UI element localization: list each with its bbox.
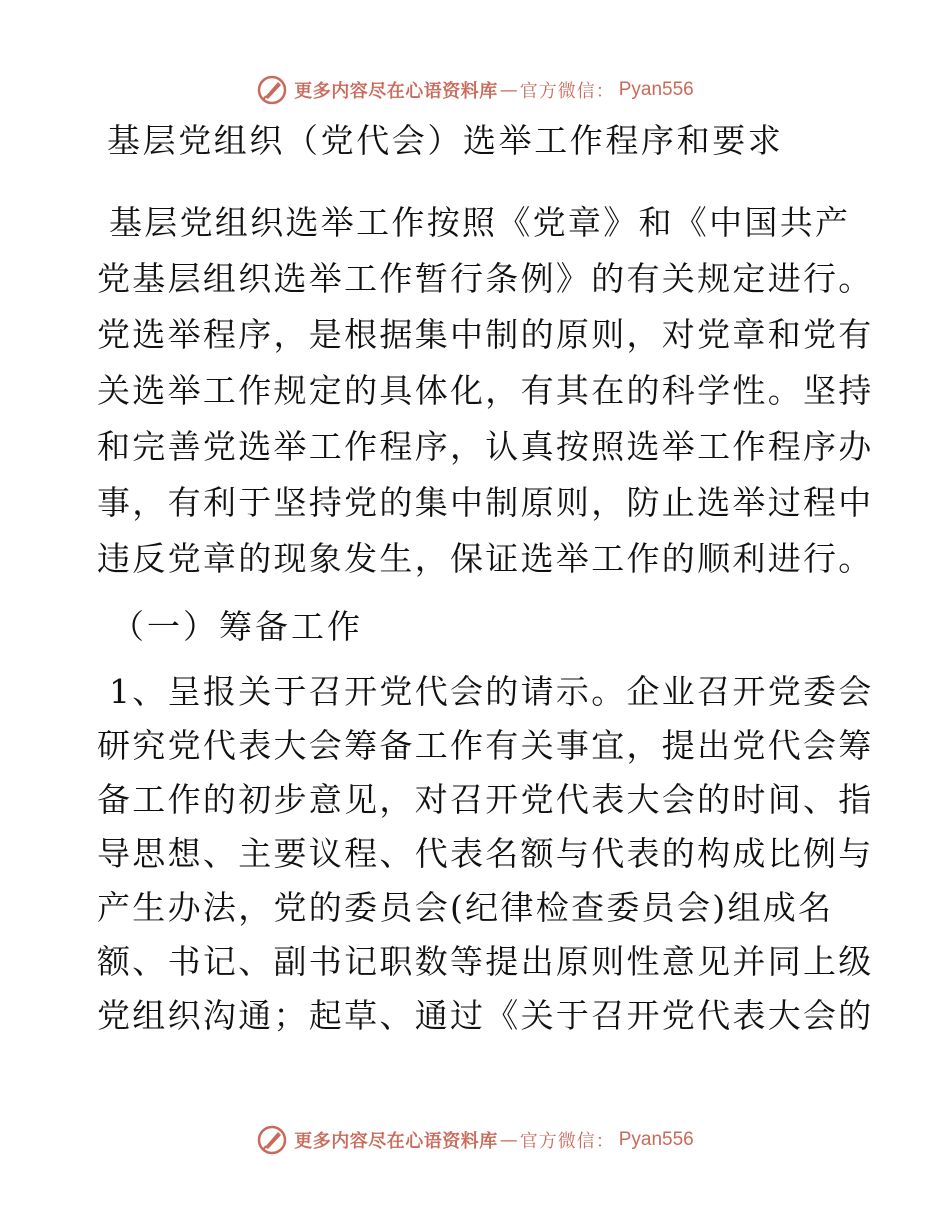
watermark-account-id: Pyan556: [618, 1129, 694, 1150]
item1-line: 研究党代表大会筹备工作有关事宜，提出党代会筹: [97, 726, 874, 765]
intro-line: 基层党组织选举工作按照《党章》和《中国共产: [109, 203, 851, 242]
watermark-footer: [0, 1122, 950, 1158]
item1-line: 导思想、主要议程、代表名额与代表的构成比例与: [97, 834, 874, 873]
document-title: 基层党组织（党代会）选举工作程序和要求: [107, 121, 784, 160]
intro-paragraph: [97, 195, 874, 587]
item1-line: 产生办法，党的委员会(纪律检查委员会)组成名: [97, 888, 834, 927]
item1-line: 党组织沟通；起草、通过《关于召开党代表大会的: [97, 996, 874, 1035]
section-heading-block: [97, 589, 857, 665]
item1-line: 1、呈报关于召开党代会的请示。企业召开党委会: [109, 672, 874, 711]
section-heading: （一）筹备工作: [111, 607, 363, 646]
document-title-block: [97, 121, 857, 177]
intro-line: 事，有利于坚持党的集中制原则，防止选举过程中: [97, 483, 874, 522]
document-body: [97, 121, 874, 1043]
item1-line: 备工作的初步意见，对召开党代表大会的时间、指: [97, 780, 874, 819]
watermark-separator: —: [499, 1129, 518, 1151]
intro-line: 关选举工作规定的具体化，有其在的科学性。坚持: [97, 371, 874, 410]
item1-paragraph: [97, 665, 874, 1043]
watermark-header: [0, 72, 950, 108]
intro-line: 党选举程序，是根据集中制的原则，对党章和党有: [97, 315, 874, 354]
intro-line: 和完善党选举工作程序，认真按照选举工作程序办: [97, 427, 874, 466]
watermark-official-label: 官方微信：: [519, 1131, 615, 1152]
item1-line: 额、书记、副书记职数等提出原则性意见并同上级: [97, 942, 874, 981]
watermark-main-text: 更多内容尽在心语资料库: [294, 1131, 498, 1152]
quill-pen-circle-icon: [256, 1124, 288, 1156]
watermark-account-id: Pyan556: [618, 79, 694, 100]
quill-pen-circle-icon: [256, 74, 288, 106]
watermark-separator: —: [499, 79, 518, 101]
watermark-main-text: 更多内容尽在心语资料库: [294, 81, 498, 102]
intro-line: 党基层组织选举工作暂行条例》的有关规定进行。: [97, 259, 874, 298]
intro-line: 违反党章的现象发生，保证选举工作的顺利进行。: [97, 539, 874, 578]
watermark-official-label: 官方微信：: [519, 81, 615, 102]
